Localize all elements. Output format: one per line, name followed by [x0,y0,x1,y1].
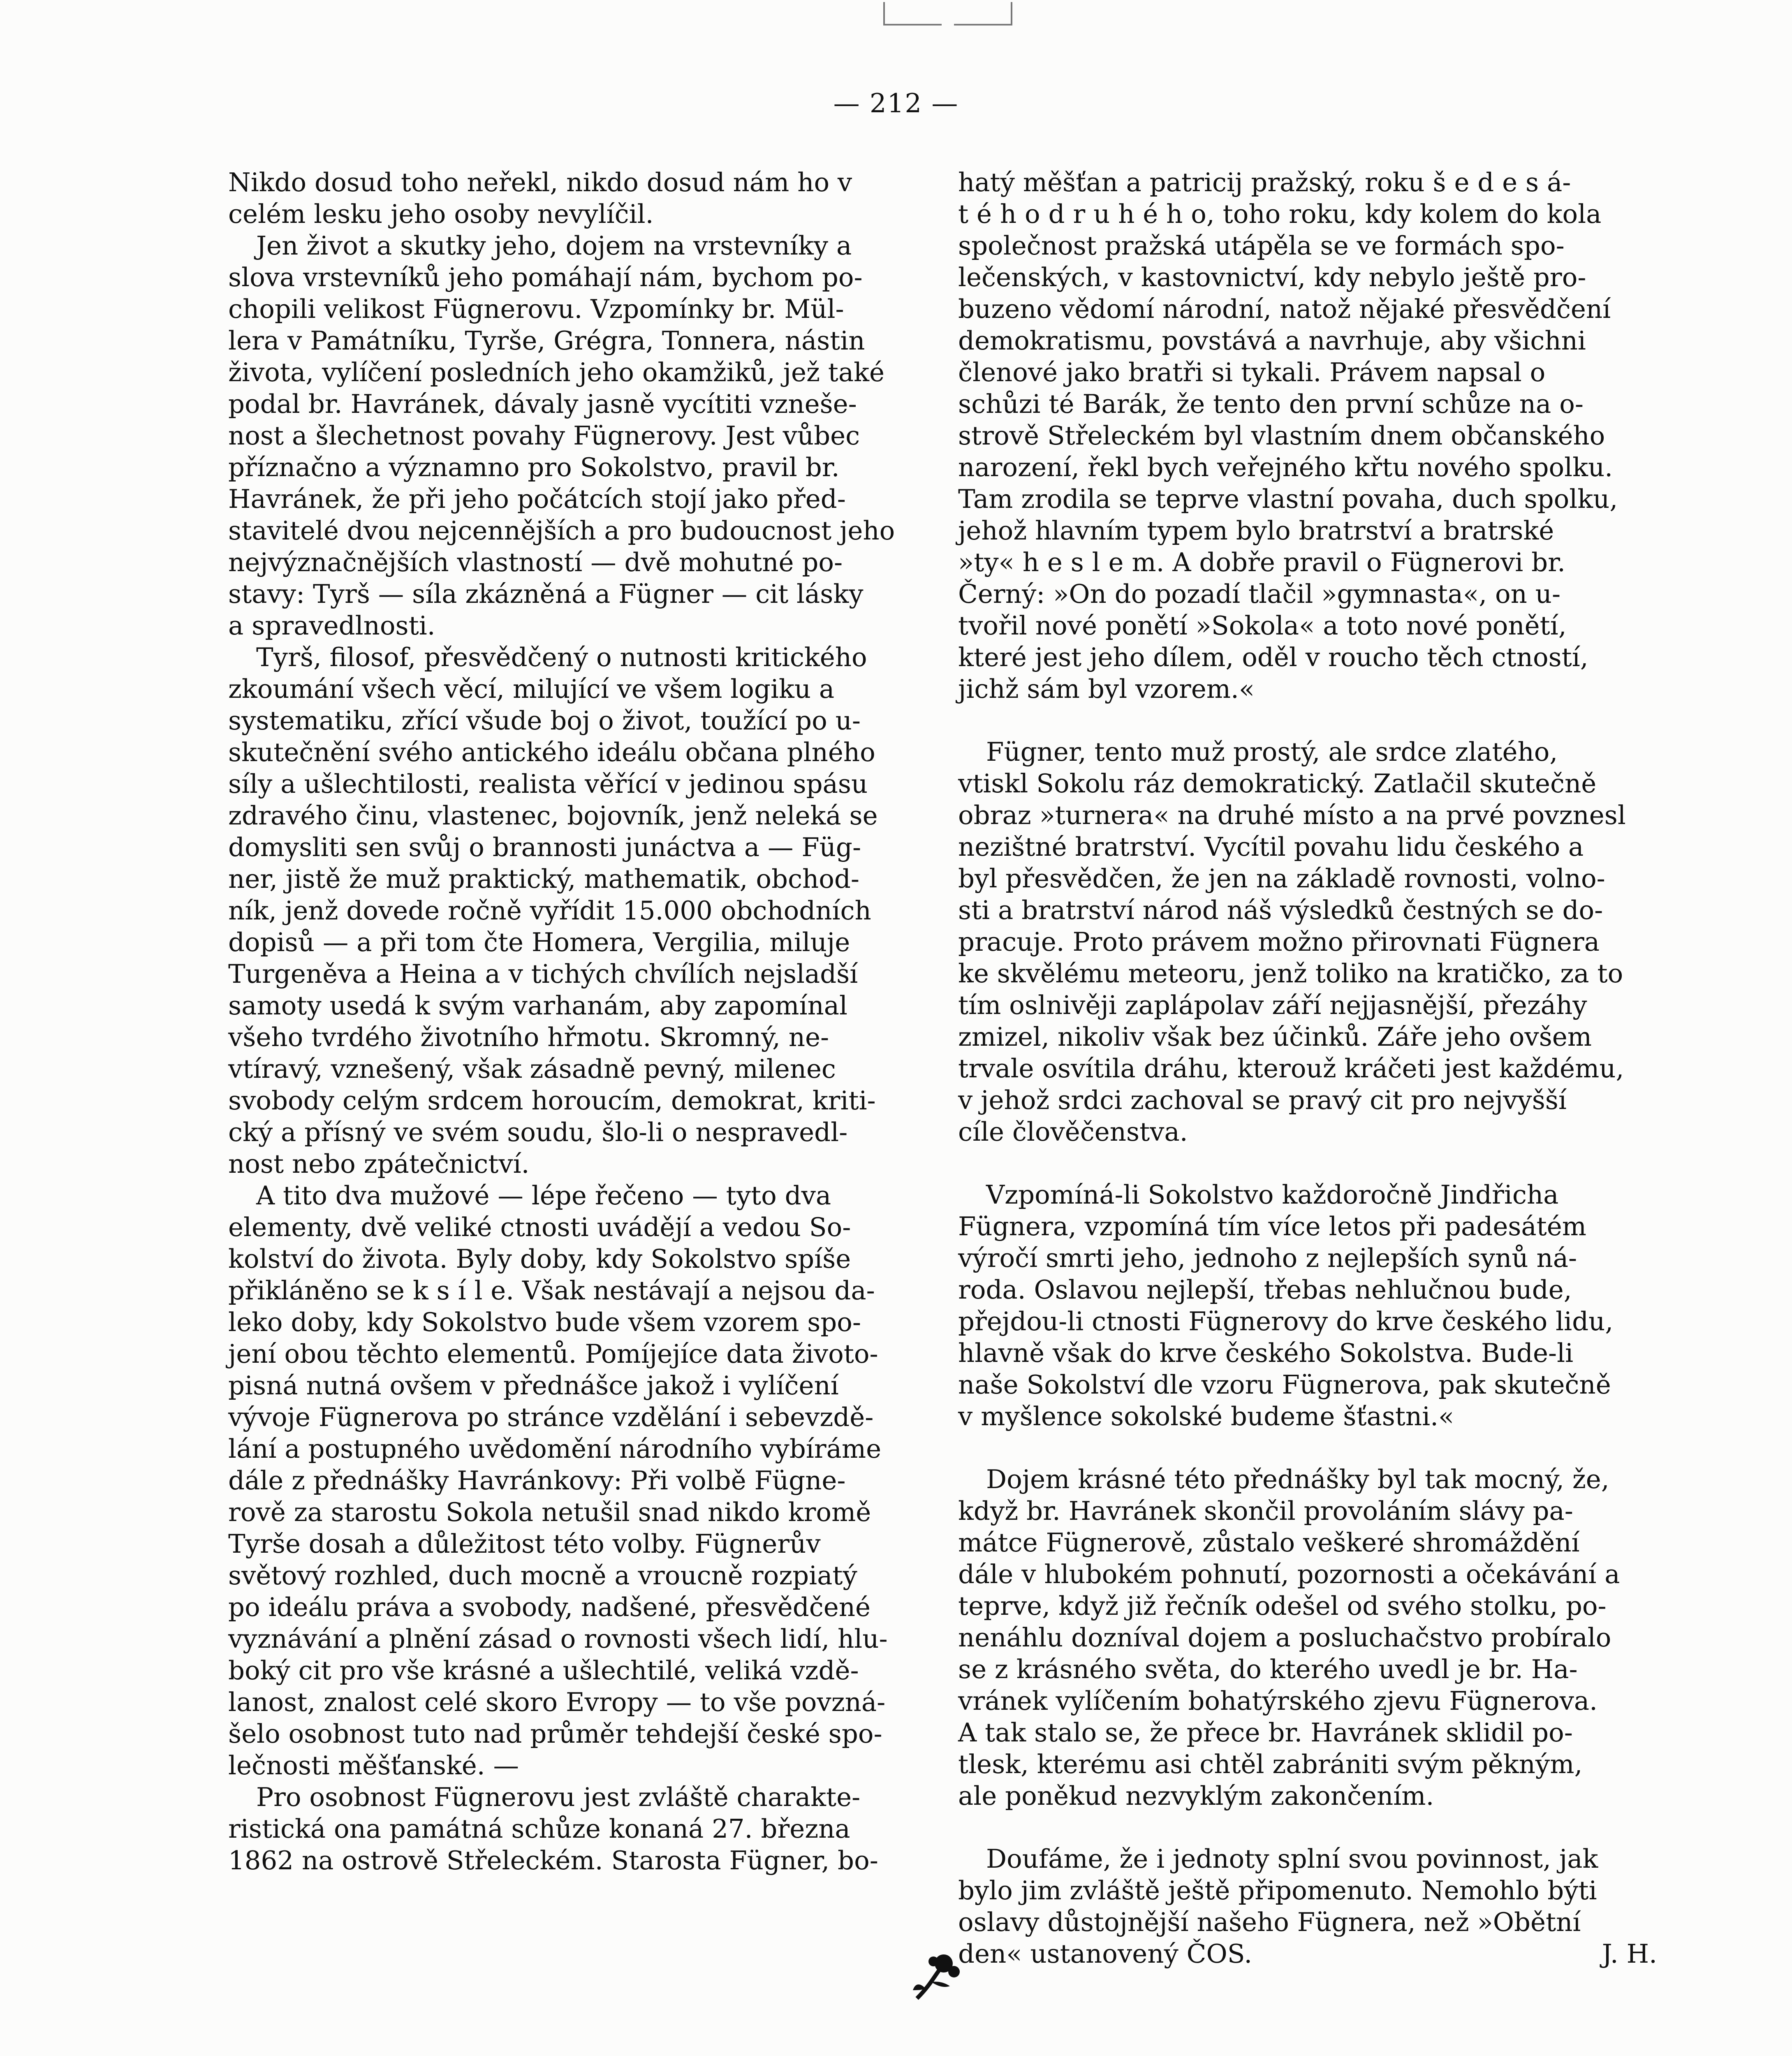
paragraph: Pro osobnost Fügnerovu jest zvláště charakte- ristická ona památná schůze konaná 27. března 1862 na ostrově Střeleckém. Starosta Fügner, bo- [228,1782,878,1875]
paragraph: Doufáme, že i jednoty splní svou povinnost, jak bylo jim zvláště ještě připomenuto. Nemohlo býti oslavy důstojnější našeho Fügnera, než »Obětní den« ustanovený ČOS. [958,1844,1598,1969]
paragraph: Dojem krásné této přednášky byl tak mocný, že, když br. Havránek skončil provoláním slávy pa- mátce Fügnerově, zůstalo veškeré shromáždění dále v hlubokém pohnutí, pozornosti a očekávání a teprve, když již řečník odešel od svého stolku, po- nenáhlu dozníval dojem a posluchačstvo probíralo se z krásného světa, do kterého uvedl je br. Ha- vránek vylíčením bohatýrského zjevu Fügnerova. A tak stalo se, že přece br. Havránek sklidil po- tlesk, kterému asi chtěl zabrániti svým pěkným, ale poněkud nezvyklým zakončením. [958,1464,1620,1811]
floral-ornament-icon [909,1949,970,2007]
paragraph: Jen život a skutky jeho, dojem na vrstevníky a slova vrstevníků jeho pomáhají nám, bychom po- chopili velikost Fügnerovu. Vzpomínky br. Mül- lera v Památníku, Tyrše, Grégra, Tonnera, nástin života, vylíčení posledních jeho okamžiků, jež také podal br. Havránek, dávaly jasně vycítiti vzneše- nost a šlechetnost povahy Fügnerovy. Jest vůbec příznačno a významno pro Sokolstvo, pravil br. Havránek, že při jeho počátcích stojí jako před- stavitelé dvou nejcennějších a pro budoucnost jeho nejvýznačnějších vlastností — dvě mohutné po- stavy: Tyrš — síla zkázněná a Fügner — cit lásky a spravedlnosti. [228,231,895,641]
paragraph: hatý měšťan a patricij pražský, roku š e d e s á- t é h o d r u h é h o, toho roku, kdy kolem do kola společnost pražská utápěla se ve formách spo- lečenských, v kastovnictví, kdy nebylo ještě pro- buzeno vědomí národní, natož nějaké přesvědčení demokratismu, povstává a navrhuje, aby všichni členové jako bratři si tykali. Právem napsal o schůzi té Barák, že tento den první schůze na o- strově Střeleckém byl vlastním dnem občanského narození, řekl bych veřejného křtu nového spolku. Tam zrodila se teprve vlastní povaha, duch spolku, jehož hlavním typem bylo bratrství a bratrské »ty« h e s l e m. A dobře pravil o Fügnerovi br. Černý: »On do pozadí tlačil »gymnasta«, on u- tvořil nové ponětí »Sokola« a toto nové ponětí, které jest jeho dílem, oděl v roucho těch ctností, jichž sám byl vzorem.« [958,167,1618,704]
page-number: — 212 — [833,88,959,119]
paragraph: Vzpomíná-li Sokolstvo každoročně Jindřicha Fügnera, vzpomíná tím více letos při padesátém výročí smrti jeho, jednoho z nejlepších synů ná- roda. Oslavou nejlepší, třebas nehlučnou bude, přejdou-li ctnosti Fügnerovy do krve českého lidu, hlavně však do krve českého Sokolstva. Bude-li naše Sokolství dle vzoru Fügnerova, pak skutečně v myšlence sokolské budeme šťastni.« [958,1180,1614,1431]
paragraph: Nikdo dosud toho neřekl, nikdo dosud nám ho v celém lesku jeho osoby nevylíčil. [228,167,852,229]
scan-corner-mark [880,0,1016,33]
right-column [958,167,1657,1970]
paragraph: Tyrš, filosof, přesvědčený o nutnosti kritického zkoumání všech věcí, milující ve všem logiku a systematiku, zřící všude boj o život, toužící po u- skutečnění svého antického ideálu občana plného síly a ušlechtilosti, realista věřící v jedinou spásu zdravého činu, vlastenec, bojovník, jenž neleká se domysliti sen svůj o brannosti junáctva a — Füg- ner, jistě že muž praktický, mathematik, obchod- ník, jenž dovede ročně vyřídit 15.000 obchodních dopisů — a při tom čte Homera, Vergilia, miluje Turgeněva a Heina a v tichých chvílích nejsladší samoty usedá k svým varhanám, aby zapomínal všeho tvrdého životního hřmotu. Skromný, ne- vtíravý, vznešený, však zásadně pevný, milenec svobody celým srdcem horoucím, demokrat, kriti- cký a přísný ve svém soudu, šlo-li o nespravedl- nost nebo zpátečnictví. [228,642,878,1179]
paragraph: Fügner, tento muž prostý, ale srdce zlatého, vtiskl Sokolu ráz demokratický. Zatlačil skutečně obraz »turnera« na druhé místo a na prvé povznesl nezištné bratrství. Vycítil povahu lidu českého a byl přesvědčen, že jen na základě rovnosti, volno- sti a bratrství národ náš výsledků čestných se do- pracuje. Proto právem možno přirovnati Fügnera ke skvělému meteoru, jenž toliko na kratičko, za to tím oslnivěji zaplápolav září nejjasnější, přezáhy zmizel, nikoliv však bez účinků. Záře jeho ovšem trvale osvítila dráhu, kterouž kráčeti jest každému, v jehož srdci zachoval se pravý cit pro nejvyšší cíle člověčenstva. [958,737,1626,1147]
author-signature: J. H. [1602,1939,1657,1969]
paragraph: A tito dva mužové — lépe řečeno — tyto dva elementy, dvě veliké ctnosti uvádějí a vedou So- kolství do života. Byly doby, kdy Sokolstvo spíše přikláněno se k s í l e. Však nestávají a nejsou da- leko doby, kdy Sokolstvo bude všem vzorem spo- jení obou těchto elementů. Pomíjejíce data životo- pisná nutná ovšem v přednášce jakož i vylíčení vývoje Fügnerova po stránce vzdělání i sebevzdě- lání a postupného uvědomění národního vybíráme dále z přednášky Havránkovy: Při volbě Fügne- rově za starostu Sokola netušil snad nikdo kromě Tyrše dosah a důležitost této volby. Fügnerův světový rozhled, duch mocně a vroucně rozpiatý po ideálu práva a svobody, nadšené, přesvědčené vyznávání a plnění zásad o rovnosti všech lidí, hlu- boký cit pro vše krásné a ušlechtilé, veliká vzdě- lanost, znalost celé skoro Evropy — to vše povzná- šelo osobnost tuto nad průměr tehdejší české spo- lečnosti měšťanské. — [228,1181,888,1780]
left-column [228,167,931,1876]
